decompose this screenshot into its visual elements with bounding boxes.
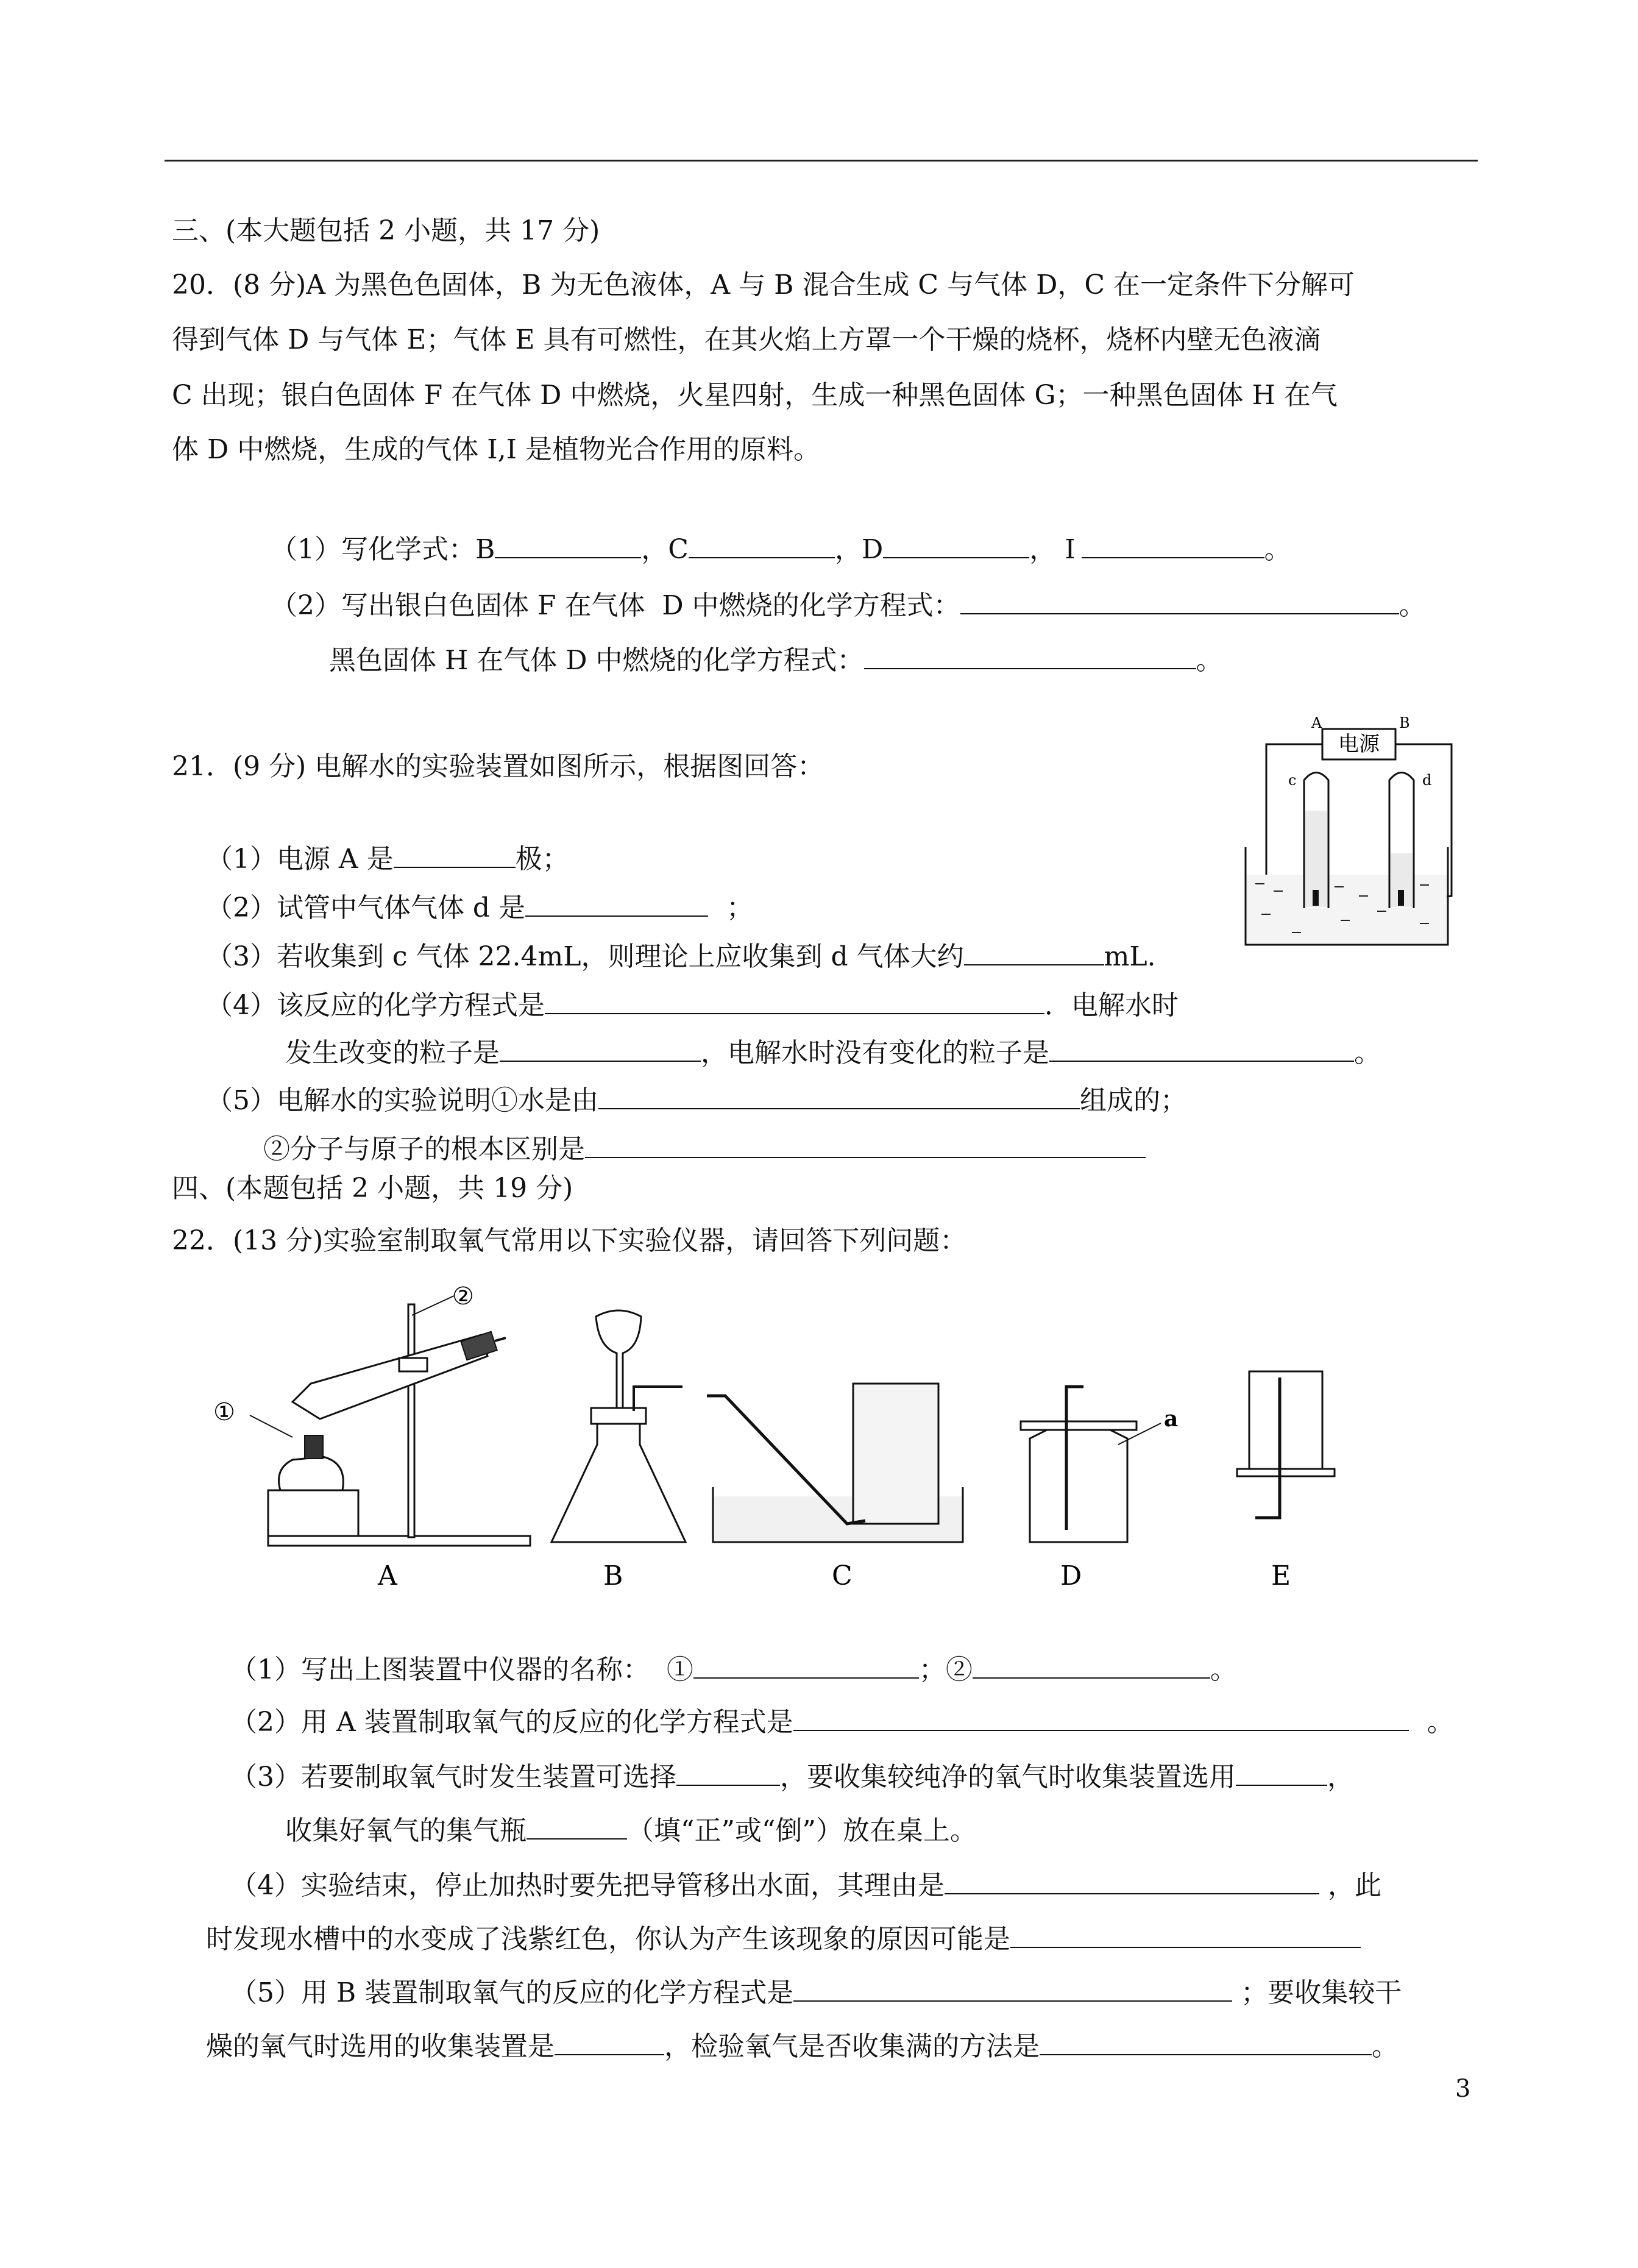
q20-p3-end: 。 — [1196, 645, 1223, 676]
tube-d-label: d — [1422, 772, 1432, 789]
electrolysis-apparatus-figure — [1237, 713, 1456, 957]
conical-flask — [551, 1420, 686, 1542]
q22-p3-text: （3）若要制取氧气时发生装置可选择 — [230, 1761, 676, 1793]
test-tube-heated — [292, 1335, 488, 1419]
gas-jar-upright — [1030, 1429, 1127, 1542]
q20-p1-d: ，D — [834, 534, 884, 565]
oxygen-apparatus-figure — [201, 1280, 1359, 1597]
q20-p3-text: 黑色固体 H 在气体 D 中燃烧的化学方程式： — [328, 645, 864, 676]
q20-p1-prefix: （1）写化学式：B — [270, 534, 495, 565]
q22-p2-end: 。 — [1427, 1707, 1454, 1738]
q22-part5b — [172, 1988, 1399, 2102]
q21-p2-end: ； — [726, 892, 754, 923]
label-d: D — [1060, 1560, 1082, 1591]
q22-p1-end: 。 — [1210, 1654, 1237, 1685]
power-supply-label: 电源 — [1338, 732, 1380, 756]
q22-title: 22．(13 分)实验室制取氧气常用以下实验仪器，请回答下列问题： — [172, 1225, 967, 1256]
answer-blank-molecule-atom-difference[interactable] — [585, 1128, 1146, 1158]
header-rule — [165, 160, 1478, 162]
q22-p5b-text: 燥的氧气时选用的收集装置是 — [205, 2031, 555, 2062]
q22-p3b-end: （填“正”或“倒”）放在桌上。 — [626, 1815, 977, 1846]
burner-block — [268, 1490, 358, 1536]
q20-part3 — [295, 602, 1223, 716]
apparatus-b — [551, 1310, 686, 1591]
q22-p5-end: ；要收集较干 — [1241, 1977, 1402, 2008]
q21-p4b-mid: ，电解水时没有变化的粒子是 — [700, 1037, 1049, 1068]
label-a: A — [378, 1560, 397, 1591]
q21-p5-text: （5）电解水的实验说明①水是由 — [205, 1085, 598, 1116]
q22-p4b-text: 时发现水槽中的水变成了浅紫红色，你认为产生该现象的原因可能是 — [205, 1924, 1010, 1955]
terminal-b-label: B — [1399, 714, 1410, 731]
stand-rod — [408, 1304, 414, 1537]
gas-jar-e — [1249, 1371, 1322, 1469]
apparatus-e — [1237, 1371, 1335, 1591]
water-body — [1247, 875, 1447, 944]
apparatus-a — [213, 1282, 530, 1591]
label-c: C — [832, 1560, 853, 1591]
q22-p5b-mid: ，检验氧气是否收集满的方法是 — [664, 2031, 1040, 2062]
alcohol-lamp — [279, 1457, 344, 1490]
section4-title: 四、(本题包括 2 小题，共 19 分) — [172, 1173, 573, 1204]
answer-blank-equation-h[interactable] — [864, 639, 1196, 669]
q20-line-1: 20．(8 分)A 为黑色色固体，B 为无色液体，A 与 B 混合生成 C 与气体 D，C 在一定条件下分解可 — [172, 269, 1355, 300]
stand-base — [268, 1536, 530, 1546]
tube-stopper — [461, 1332, 497, 1360]
q21-p1-text: （1）电源 A 是 — [205, 844, 394, 875]
section3-title: 三、(本大题包括 2 小题，共 17 分) — [172, 215, 600, 246]
q21-p4b-text: 发生改变的粒子是 — [285, 1037, 500, 1068]
q22-p5b-end: 。 — [1371, 2031, 1399, 2062]
q20-p1-end: 。 — [1264, 534, 1291, 565]
q21-p1-end: 极； — [515, 844, 569, 875]
q20-p2-text: （2）写出银白色固体 F 在气体 D 中燃烧的化学方程式： — [270, 590, 960, 621]
clamp — [399, 1358, 427, 1371]
flask-stopper — [591, 1408, 646, 1424]
q21-title: 21．(9 分) 电解水的实验装置如图所示，根据图回答： — [172, 751, 824, 782]
q22-p1-text: （1）写出上图装置中仪器的名称： ① — [230, 1654, 693, 1685]
q20-line-4: 体 D 中燃烧，生成的气体 I,I 是植物光合作用的原料。 — [172, 434, 820, 465]
apparatus-c — [707, 1384, 963, 1591]
q22-p3b-text: 收集好氧气的集气瓶 — [285, 1815, 526, 1846]
q21-p5b-text: ②分子与原子的根本区别是 — [263, 1134, 585, 1165]
label-b: B — [603, 1560, 623, 1591]
answer-blank-full-check[interactable] — [1040, 2025, 1372, 2055]
q21-p2-text: （2）试管中气体气体 d 是 — [205, 892, 526, 923]
q21-p4-end: ．电解水时 — [1044, 990, 1179, 1021]
glass-plate-d — [1021, 1421, 1136, 1430]
q22-p3-mid: ，要收集较纯净的氧气时收集装置选用 — [779, 1761, 1236, 1793]
q22-p4-text: （4）实验结束，停止加热时要先把导管移出水面，其理由是 — [230, 1870, 945, 1901]
electrode-right — [1398, 890, 1404, 906]
tube-c-label: c — [1288, 772, 1297, 789]
q21-p4b-end: 。 — [1353, 1037, 1381, 1068]
answer-blank-dry-collector[interactable] — [555, 2025, 664, 2055]
lamp-wick — [305, 1435, 323, 1459]
q21-p3-end: mL. — [1104, 941, 1156, 972]
mark-1: ① — [213, 1398, 235, 1426]
terminal-a-label: A — [1311, 714, 1322, 731]
apparatus-d — [1021, 1387, 1178, 1591]
q20-p1-c: ，C — [641, 534, 689, 565]
q20-line-3: C 出现；银白色固体 F 在气体 D 中燃烧，火星四射，生成一种黑色固体 G；一种黑色固体 H 在气 — [172, 380, 1338, 411]
mark-2: ② — [452, 1282, 474, 1310]
page-number: 3 — [1455, 2075, 1471, 2103]
q20-p1-i: ， I — [1029, 534, 1076, 565]
q21-p3-text: （3）若收集到 c 气体 22.4mL，则理论上应收集到 d 气体大约 — [205, 941, 964, 972]
q21-p4-text: （4）该反应的化学方程式是 — [205, 990, 545, 1021]
q20-line-2: 得到气体 D 与气体 E；气体 E 具有可燃性，在其火焰上方罩一个干燥的烧杯，烧杯内壁无色液滴 — [172, 324, 1321, 355]
q20-p2-end: 。 — [1399, 590, 1426, 621]
q21-p5-end: 组成的； — [1079, 1085, 1187, 1116]
gas-jar-inverted — [853, 1384, 938, 1524]
q22-p2-text: （2）用 A 装置制取氧气的反应的化学方程式是 — [230, 1707, 793, 1738]
leader-line-2 — [412, 1296, 454, 1315]
delivery-tube-stub — [495, 1338, 506, 1341]
q22-p1-mid: ；② — [918, 1654, 973, 1685]
mark-a: a — [1164, 1406, 1179, 1432]
electrode-left — [1313, 890, 1319, 906]
leader-line-1 — [250, 1415, 292, 1437]
answer-blank-collector-pure[interactable] — [1236, 1755, 1327, 1786]
q22-p3-end: ， — [1327, 1761, 1354, 1793]
label-e: E — [1271, 1560, 1291, 1591]
glass-plate-e — [1237, 1469, 1335, 1476]
q22-p4-end: ，此 — [1327, 1870, 1381, 1901]
q22-p5-text: （5）用 B 装置制取氧气的反应的化学方程式是 — [230, 1977, 794, 2008]
